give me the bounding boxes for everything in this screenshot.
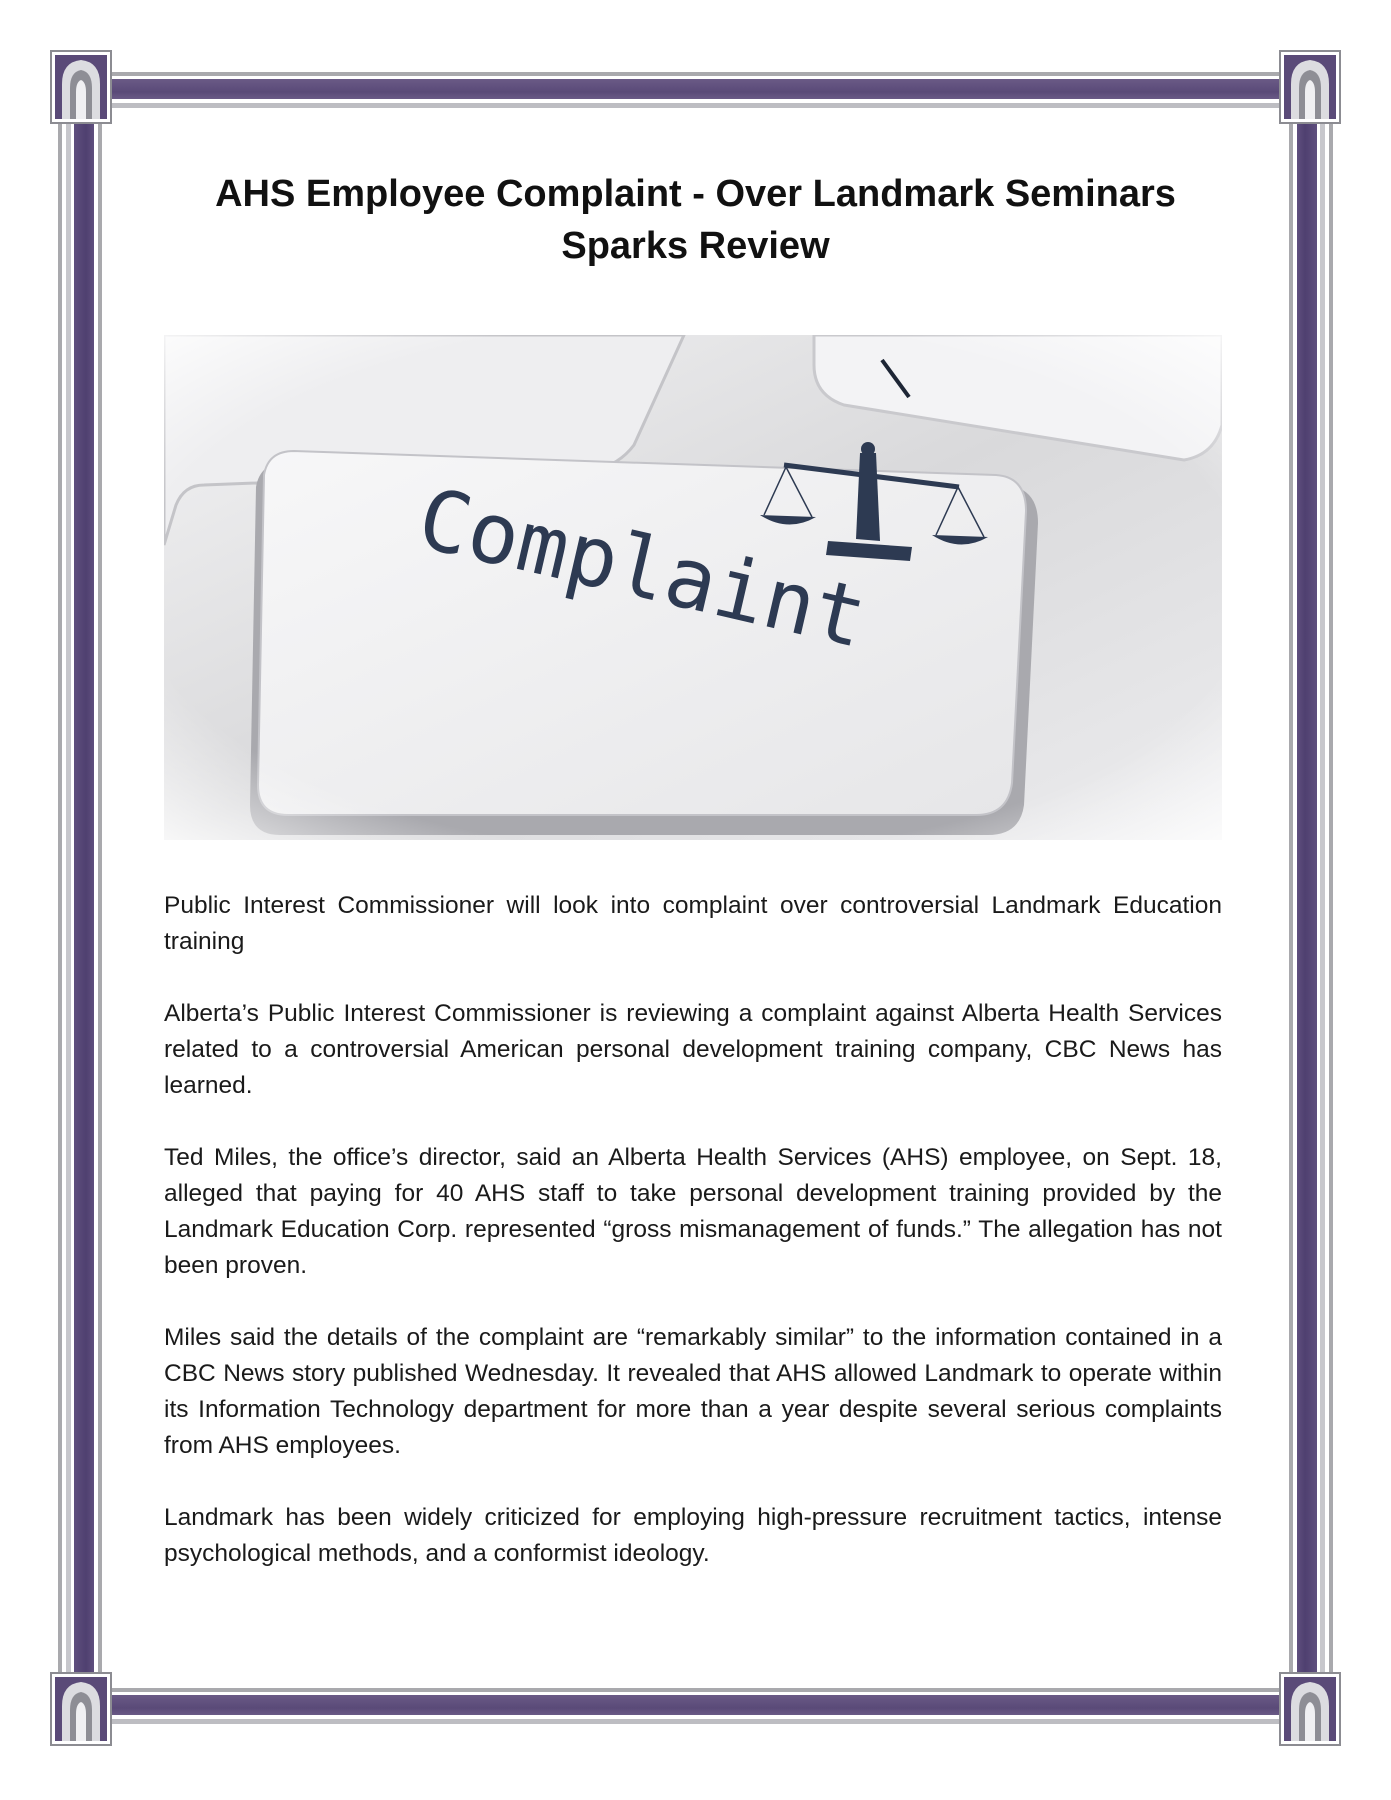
article-paragraph-2: Alberta’s Public Interest Commissioner is reviewing a complaint against Alberta Health Services related to a controversial American personal development training company, CBC News has learned. xyxy=(164,1000,1222,1099)
article-body xyxy=(164,888,1222,1608)
corner-ornament-bottom-left xyxy=(50,1672,112,1746)
page-title-line-1: AHS Employee Complaint - Over Landmark Seminars xyxy=(215,173,1176,215)
corner-ornament-top-left xyxy=(50,50,112,124)
border-top xyxy=(100,72,1291,112)
border-right xyxy=(1287,118,1333,1682)
complaint-key-image xyxy=(164,335,1222,840)
corner-ornament-top-right xyxy=(1279,50,1341,124)
article-paragraph-5: Landmark has been widely criticized for employing high-pressure recruitment tactics, intense psychological methods, and a conformist ideology. xyxy=(164,1504,1222,1567)
article-paragraph-3: Ted Miles, the office’s director, said an Alberta Health Services (AHS) employee, on Sept. 18, alleged that paying for 40 AHS staff to take personal development training provided by the Landmark Education Corp. represented “gross mismanagement of funds.” The allegation has not been proven. xyxy=(164,1144,1222,1279)
corner-ornament-bottom-right xyxy=(1279,1672,1341,1746)
border-bottom xyxy=(100,1688,1291,1728)
page-title xyxy=(160,168,1231,272)
border-left xyxy=(58,118,104,1682)
article-paragraph-4: Miles said the details of the complaint are “remarkably similar” to the information contained in a CBC News story published Wednesday. It revealed that AHS allowed Landmark to operate within its Information Technology department for more than a year despite several serious complaints from AHS employees. xyxy=(164,1324,1222,1459)
page-title-line-2: Sparks Review xyxy=(561,225,830,267)
article-paragraph-1: Public Interest Commissioner will look into complaint over controversial Landmark Education training xyxy=(164,892,1222,955)
